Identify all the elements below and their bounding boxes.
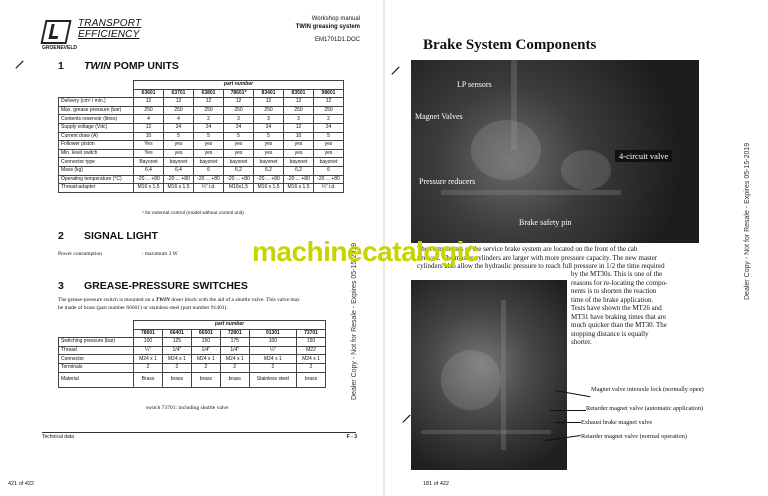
section-title: GREASE-PRESSURE SWITCHES xyxy=(84,280,248,292)
table-cell: 12 xyxy=(194,98,224,107)
table-row xyxy=(59,141,344,150)
footer-page-number: F - 3 xyxy=(346,434,357,440)
table-cell: 12 xyxy=(134,123,164,132)
section-number: 2 xyxy=(58,230,64,242)
left-page-count: 421 of 422 xyxy=(8,481,34,487)
column-header: 78601* xyxy=(224,89,254,98)
table-cell: Stainless steel xyxy=(249,372,296,387)
desc-part-b: doser block with the aid of a shuttle valve. This valve may xyxy=(169,297,300,303)
table-row xyxy=(59,166,344,175)
callout-exhaust-brake: Exhaust brake magnet valve xyxy=(581,419,653,426)
section-title-rest: POMP UNITS xyxy=(110,60,179,72)
label-magnet-valves: Magnet Valves xyxy=(415,112,463,121)
table-cell: 1/4" xyxy=(220,346,249,355)
callout-line xyxy=(550,410,586,411)
table-cell: 250 xyxy=(314,106,344,115)
table-cell: 6 xyxy=(314,166,344,175)
table-row xyxy=(59,158,344,167)
pump-table-footnote: * for external control (model without control unit) xyxy=(142,211,244,216)
table-cell: 250 xyxy=(224,106,254,115)
body-line: MT31 have braking times that are xyxy=(571,312,667,321)
blank-cell xyxy=(59,321,134,330)
row-label: Switching pressure (bar) xyxy=(59,338,134,347)
table-row xyxy=(59,338,326,347)
table-cell: bayonet xyxy=(314,158,344,167)
table-cell: 5 xyxy=(314,132,344,141)
section-title-emphasis: TWIN xyxy=(84,60,111,72)
table-cell: 2 xyxy=(194,115,224,124)
table-cell: -20 ... +80 xyxy=(284,175,314,184)
table-cell: 250 xyxy=(194,106,224,115)
section-number: 3 xyxy=(58,280,64,292)
table-cell: 2 xyxy=(162,363,191,372)
table-cell: yes xyxy=(224,149,254,158)
table-cell: 12 xyxy=(284,98,314,107)
table-cell: M16 x 1,5 xyxy=(164,184,194,193)
margin-mark-icon: ⸝ xyxy=(390,54,402,79)
table-cell: bayonet xyxy=(224,158,254,167)
dealer-notice-right: Dealer Copy - Not for Resale - Expires 05-15-2019 xyxy=(744,142,751,300)
table-cell: 2 xyxy=(220,363,249,372)
right-page-count: 181 of 422 xyxy=(423,481,449,487)
table-cell: 3 xyxy=(284,115,314,124)
table-cell: 12 xyxy=(314,98,344,107)
body-line: nents is to shorten the reaction xyxy=(571,287,657,295)
table-cell: 2 xyxy=(191,363,220,372)
callout-interaxle-lock: Magnet valve interaxle lock (normally open) xyxy=(591,386,704,393)
row-label: Contents reservoir (litres) xyxy=(59,115,134,124)
row-label: Connector xyxy=(59,355,134,364)
table-cell: brass xyxy=(191,372,220,387)
table-cell: 1/4" xyxy=(191,346,220,355)
pressure-switch-table xyxy=(58,320,326,388)
table-cell: 2 xyxy=(297,363,326,372)
table-cell: M16 x 1,5 xyxy=(254,184,284,193)
power-consumption-value: : maximum 3 W xyxy=(142,251,178,257)
column-header: 91301 xyxy=(249,329,296,338)
table-cell: 100 xyxy=(134,338,163,347)
section-title xyxy=(84,60,179,72)
row-label: Current draw (A) xyxy=(59,132,134,141)
table-cell: M24 x 1 xyxy=(249,355,296,364)
table-cell: -20 ... +80 xyxy=(134,175,164,184)
table-cell: M16 x 1,5 xyxy=(284,184,314,193)
table-cell: 4 xyxy=(164,115,194,124)
row-label: Follower piston xyxy=(59,141,134,150)
body-line: shorter. xyxy=(571,338,592,346)
table-cell: yes xyxy=(254,149,284,158)
manual-header xyxy=(296,16,360,45)
table-cell: brass xyxy=(297,372,326,387)
table-cell: brass xyxy=(162,372,191,387)
brand-sub: GROENEVELD xyxy=(42,45,78,51)
table-cell: 3 xyxy=(254,115,284,124)
table-row xyxy=(59,149,344,158)
column-header: 83501 xyxy=(284,89,314,98)
row-label: Thread xyxy=(59,346,134,355)
table-cell: 6,2 xyxy=(224,166,254,175)
blank-cell xyxy=(59,89,134,98)
table-cell: Brass xyxy=(134,372,163,387)
column-header: 78601 xyxy=(134,329,163,338)
footer-rule xyxy=(42,432,356,433)
body-line: by the MT30s. This is one of the xyxy=(571,270,663,278)
table-cell: M24 x 1 xyxy=(134,355,163,364)
table-cell: 6,4 xyxy=(134,166,164,175)
table-row xyxy=(59,98,344,107)
table-cell: 100 xyxy=(249,338,296,347)
table-cell: yes xyxy=(194,149,224,158)
brand-slogan xyxy=(78,18,141,40)
callout-line xyxy=(555,422,581,423)
table-cell: -20 ... +80 xyxy=(254,175,284,184)
table-cell: 5 xyxy=(194,132,224,141)
callout-retarder-normal: Retarder magnet valve (normal operation) xyxy=(581,433,687,440)
row-label: Thread-adapter xyxy=(59,184,134,193)
part-number-label: part number xyxy=(134,321,326,330)
label-lp-sensors: LP sensors xyxy=(457,80,492,89)
header-line-2: TWIN greasing system xyxy=(295,23,360,30)
pump-units-table xyxy=(58,80,344,193)
column-header: 66401 xyxy=(162,329,191,338)
brand-line-2: EFFICIENCY xyxy=(78,29,140,40)
table-cell: bayonet xyxy=(284,158,314,167)
table-cell: yes xyxy=(164,149,194,158)
table-cell: 6,2 xyxy=(284,166,314,175)
table-cell: 12 xyxy=(134,98,164,107)
magnet-valves-photo xyxy=(411,280,567,470)
table-cell: 24 xyxy=(194,123,224,132)
table-cell: 12 xyxy=(224,98,254,107)
table-cell: 3 xyxy=(224,115,254,124)
table-row xyxy=(59,106,344,115)
table-cell: 10 xyxy=(284,132,314,141)
table-cell: 250 xyxy=(284,106,314,115)
table-cell: bayonet xyxy=(254,158,284,167)
table-cell: yes xyxy=(284,141,314,150)
table-row xyxy=(59,372,326,387)
column-header: 98601 xyxy=(314,89,344,98)
table-cell: 5 xyxy=(224,132,254,141)
margin-mark-icon: ⸝ xyxy=(14,48,26,73)
grease-switch-description xyxy=(58,297,300,303)
table-cell: yes xyxy=(284,149,314,158)
table-cell: M24 x 1 xyxy=(162,355,191,364)
table-cell: 12 xyxy=(164,98,194,107)
body-line: stopping distance is equally xyxy=(571,329,649,338)
brake-description-continued xyxy=(571,270,711,347)
table-cell: -20 ... +80 xyxy=(164,175,194,184)
header-line-1: Workshop manual xyxy=(311,16,360,22)
table-cell: 5 xyxy=(254,132,284,141)
table-row xyxy=(59,132,344,141)
table-cell: 150 xyxy=(297,338,326,347)
desc-part-a: The grease-pressure switch is mounted on a xyxy=(58,297,156,303)
dealer-notice-left: Dealer Copy - Not for Resale - Expires 05-15-2019 xyxy=(351,242,358,400)
table-cell: yes xyxy=(164,141,194,150)
table-cell: 2 xyxy=(249,363,296,372)
body-line: The components of the service brake system are located on the front of the cab xyxy=(417,245,638,253)
table-row xyxy=(59,184,344,193)
body-line: much quicker than the MT30. The xyxy=(571,321,667,329)
table-cell: 175 xyxy=(220,338,249,347)
table-cell: M24 x 1 xyxy=(191,355,220,364)
table-cell: 12 xyxy=(284,123,314,132)
groeneveld-logo-icon xyxy=(40,20,71,44)
table-cell: 24 xyxy=(254,123,284,132)
section-title: SIGNAL LIGHT xyxy=(84,230,158,242)
part-number-header-row xyxy=(59,81,344,90)
table-cell: bayonet xyxy=(194,158,224,167)
column-header: 83401 xyxy=(254,89,284,98)
column-header: 63801 xyxy=(194,89,224,98)
part-number-label: part number xyxy=(134,81,344,90)
table-cell: 24 xyxy=(314,123,344,132)
row-label: Operating temperature (°C) xyxy=(59,175,134,184)
grease-switch-description-2: be made of brass (part number 66601) or stainless steel (part number 91401). xyxy=(58,305,228,311)
table-cell: 250 xyxy=(164,106,194,115)
section-number: 1 xyxy=(58,60,64,72)
table-row xyxy=(59,175,344,184)
table-cell: ¼" xyxy=(249,346,296,355)
table-row xyxy=(59,346,326,355)
row-label: Mass (kg) xyxy=(59,166,134,175)
table-row xyxy=(59,115,344,124)
label-pressure-reducers: Pressure reducers xyxy=(419,177,476,186)
table-cell: M22 xyxy=(297,346,326,355)
row-label: Connector type xyxy=(59,158,134,167)
body-line: cylinders also allow the hydraulic pressure to reach full pressure in 1/2 the time required xyxy=(417,262,665,270)
column-header: 63601 xyxy=(134,89,164,98)
row-label: Max. grease pressure (bar) xyxy=(59,106,134,115)
table-cell: yes xyxy=(254,141,284,150)
table-cell: 12 xyxy=(254,98,284,107)
row-label: Delivery (cm³ / min.) xyxy=(59,98,134,107)
table-cell: -20 ... +80 xyxy=(224,175,254,184)
desc-emphasis: TWIN xyxy=(155,297,170,303)
table-cell: 1/4" xyxy=(162,346,191,355)
table-cell: 5 xyxy=(164,132,194,141)
table-cell: 6,4 xyxy=(164,166,194,175)
table-cell: bayonet xyxy=(164,158,194,167)
table-cell: yes xyxy=(314,141,344,150)
table-cell: yes xyxy=(224,141,254,150)
body-line: Tests have shown the MT26 and xyxy=(571,304,662,312)
table-cell: 2 xyxy=(314,115,344,124)
table-cell: 6,2 xyxy=(254,166,284,175)
callout-retarder-automatic: Retarder magnet valve (automatic application) xyxy=(586,405,704,412)
body-line: firewall. The master cylinders are larger with more pressure capacity. The new master xyxy=(417,253,658,262)
footer-left: Technical data xyxy=(42,434,74,440)
body-line: reasons for re-locating the compo- xyxy=(571,278,668,287)
table-cell: -20 ... +80 xyxy=(194,175,224,184)
table-cell: M24 x 1 xyxy=(220,355,249,364)
table-cell: 2 xyxy=(134,363,163,372)
blank-cell xyxy=(59,81,134,90)
blank-cell xyxy=(59,329,134,338)
label-4-circuit-valve: 4-circuit valve xyxy=(615,150,672,162)
power-consumption-label: Power consumption xyxy=(58,251,102,257)
column-header: 73701 xyxy=(297,329,326,338)
row-label: Material xyxy=(59,372,134,387)
table-cell: brass xyxy=(220,372,249,387)
row-label: Terminals xyxy=(59,363,134,372)
column-header-row xyxy=(59,329,326,338)
body-line: time of the brake application. xyxy=(571,295,654,304)
table-cell: Bayonet xyxy=(134,158,164,167)
watermark: machinecatalogic xyxy=(252,236,479,267)
table-row xyxy=(59,363,326,372)
table-cell: M24 x 1 xyxy=(297,355,326,364)
label-brake-safety-pin: Brake safety pin xyxy=(519,218,572,227)
table-cell: ¼" xyxy=(134,346,163,355)
margin-mark-icon: ⸝ xyxy=(401,402,413,427)
row-label: Min. level switch xyxy=(59,149,134,158)
table-cell: ¼" i.d. xyxy=(314,184,344,193)
header-doc-id: EM1701D1.DOC xyxy=(314,37,360,43)
table-cell: 10 xyxy=(134,132,164,141)
table-cell: 24 xyxy=(164,123,194,132)
table-cell: 125 xyxy=(162,338,191,347)
table-cell: 250 xyxy=(134,106,164,115)
table-cell: 24 xyxy=(224,123,254,132)
column-header-row xyxy=(59,89,344,98)
table-cell: 250 xyxy=(254,106,284,115)
part-number-header-row xyxy=(59,321,326,330)
table-cell: yes xyxy=(194,141,224,150)
table-cell: 4 xyxy=(134,115,164,124)
column-header: 66501 xyxy=(191,329,220,338)
table-cell: ¼" i.d. xyxy=(194,184,224,193)
column-header: 63701 xyxy=(164,89,194,98)
table-cell: -20 ... +80 xyxy=(314,175,344,184)
table-cell: 6 xyxy=(194,166,224,175)
table-cell: M16x1,5 xyxy=(224,184,254,193)
table-row xyxy=(59,355,326,364)
brand-line-1: TRANSPORT xyxy=(78,18,142,29)
table-cell: yes xyxy=(314,149,344,158)
row-label: Supply voltage (Vdc) xyxy=(59,123,134,132)
table-row xyxy=(59,123,344,132)
table-cell: 150 xyxy=(191,338,220,347)
table-cell: Yes xyxy=(134,149,164,158)
page-title: Brake System Components xyxy=(423,37,597,53)
table-cell: Yes xyxy=(134,141,164,150)
switch-note: switch 73701: including shuttle valve xyxy=(146,405,229,411)
column-header: 72801 xyxy=(220,329,249,338)
table-cell: M16 x 1,5 xyxy=(134,184,164,193)
